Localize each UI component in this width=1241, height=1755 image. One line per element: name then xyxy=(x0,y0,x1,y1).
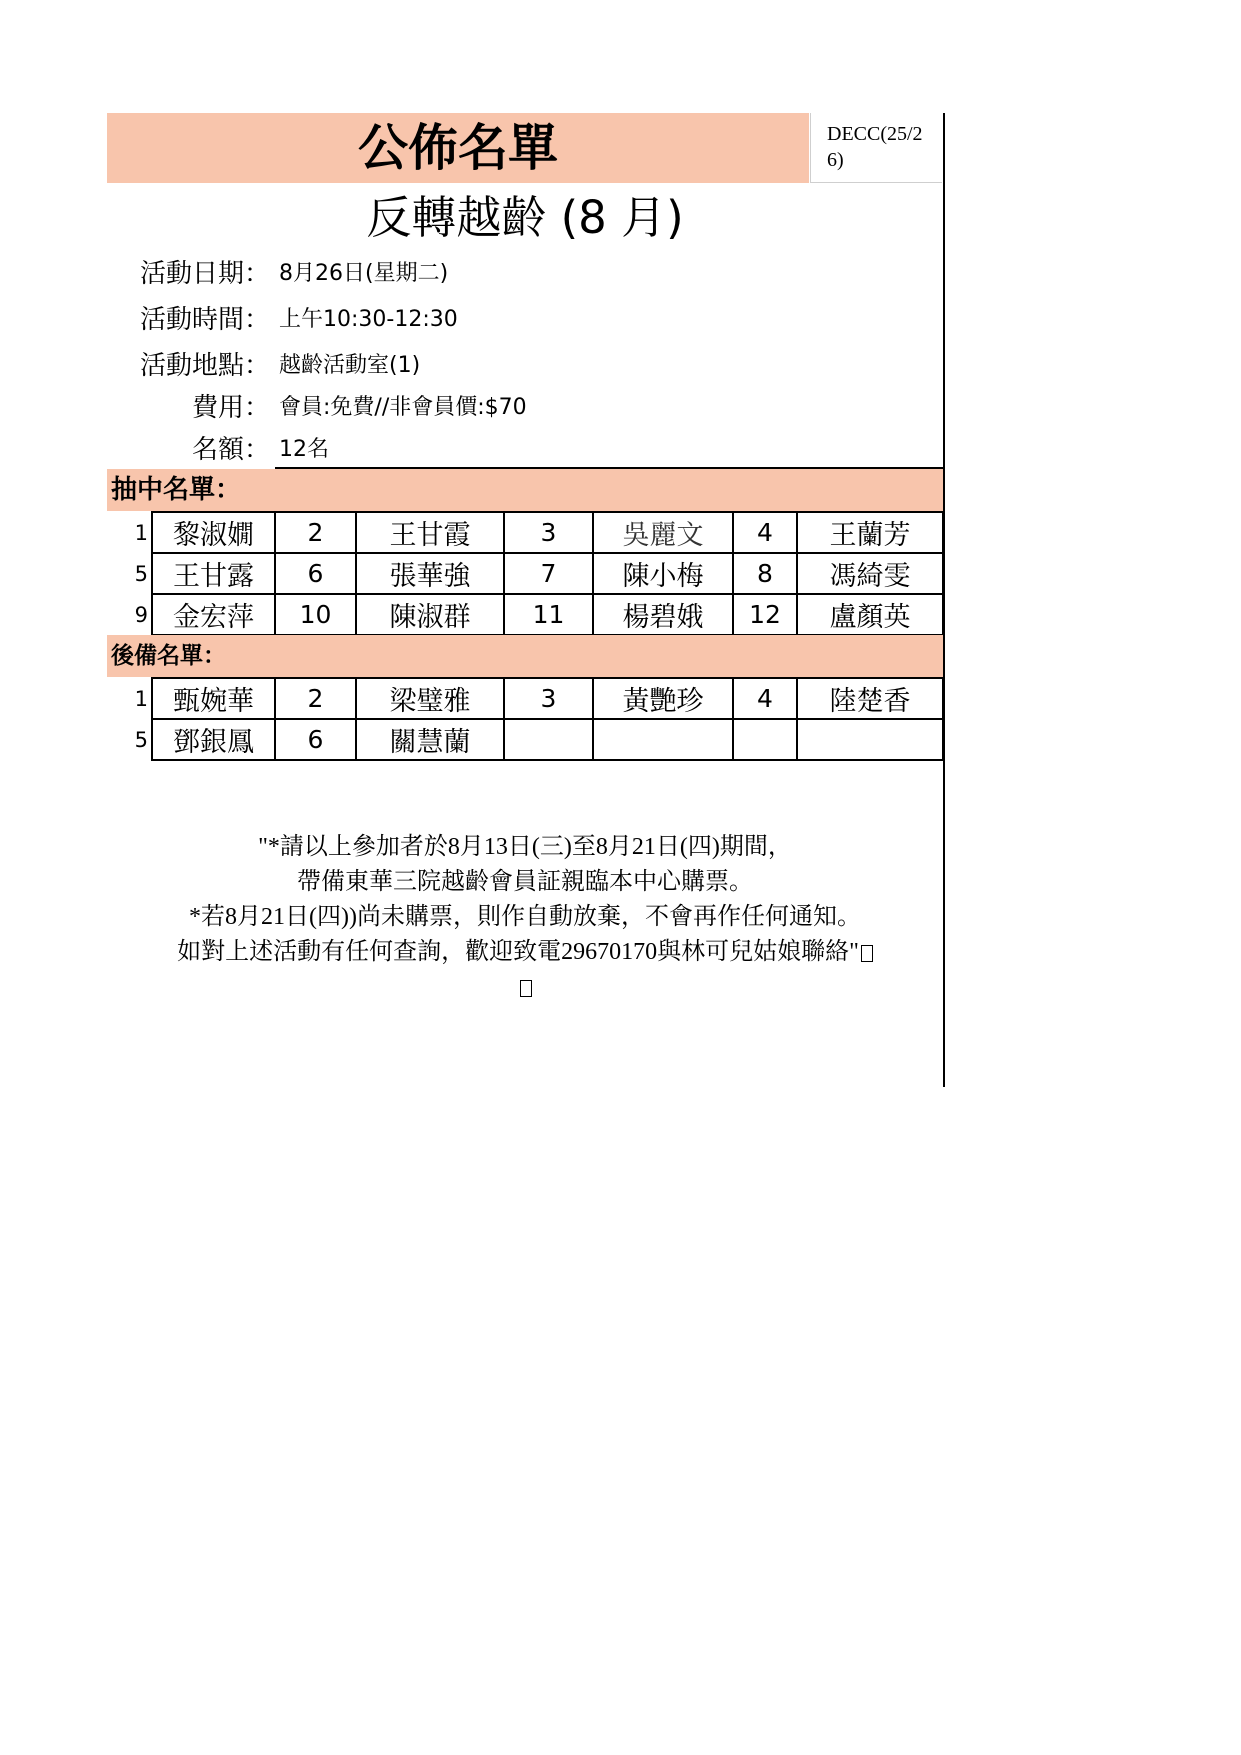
participant-number: 6 xyxy=(275,719,356,760)
row-index: 1 xyxy=(107,512,152,553)
participant-number: 6 xyxy=(275,553,356,594)
participant-name: 張華強 xyxy=(356,553,504,594)
row-index: 5 xyxy=(107,719,152,760)
missing-glyph-icon xyxy=(861,945,873,962)
info-value-fee: 會員:免費//非會員價:$70 xyxy=(279,395,527,420)
note-line: *若8月21日(四))尚未購票，則作自動放棄，不會再作任何通知。 xyxy=(189,904,861,930)
participant-name xyxy=(797,719,943,760)
note-line: 如對上述活動有任何查詢，歡迎致電29670170與林可兒姑娘聯絡" xyxy=(177,939,859,965)
note-line-contact xyxy=(107,935,943,970)
participant-name: 王甘露 xyxy=(152,553,275,594)
table-row xyxy=(107,553,943,594)
info-label-venue: 活動地點： xyxy=(139,351,270,381)
participant-name: 楊碧娥 xyxy=(593,594,733,635)
info-value-time: 上午10:30-12:30 xyxy=(279,307,458,332)
note-line: "*請以上參加者於8月13日(三)至8月21日(四)期間， xyxy=(258,834,792,860)
participant-name: 黎淑嫺 xyxy=(152,512,275,553)
waitlist-section-band xyxy=(107,635,943,677)
participant-number: 3 xyxy=(504,678,593,719)
info-label-fee: 費用： xyxy=(191,393,270,423)
participant-name: 吳麗文 xyxy=(593,512,733,553)
info-label-time: 活動時間： xyxy=(139,305,270,335)
info-label-quota: 名額： xyxy=(191,435,270,465)
participant-name: 盧顏英 xyxy=(797,594,943,635)
waitlist-section-label: 後備名單： xyxy=(111,643,226,669)
activity-title: 反轉越齡 (8 月) xyxy=(366,191,684,244)
row-index: 1 xyxy=(107,678,152,719)
note-line-glyph xyxy=(107,970,943,1005)
selected-section-label: 抽中名單： xyxy=(111,475,242,505)
participant-name xyxy=(593,719,733,760)
page-title: 公佈名單 xyxy=(358,119,558,177)
participant-name: 王蘭芳 xyxy=(797,512,943,553)
participant-number: 12 xyxy=(733,594,797,635)
participant-name: 鄧銀鳳 xyxy=(152,719,275,760)
participant-number: 2 xyxy=(275,678,356,719)
participant-number: 10 xyxy=(275,594,356,635)
table-row xyxy=(107,594,943,635)
participant-name: 梁璧雅 xyxy=(356,678,504,719)
info-value-venue: 越齡活動室(1) xyxy=(279,353,421,378)
participant-number: 8 xyxy=(733,553,797,594)
row-index: 9 xyxy=(107,594,152,635)
participant-name: 馮綺雯 xyxy=(797,553,943,594)
participant-name: 黃艷珍 xyxy=(593,678,733,719)
participant-name: 金宏萍 xyxy=(152,594,275,635)
participant-name: 甄婉華 xyxy=(152,678,275,719)
notes-block xyxy=(107,830,943,1005)
participant-name: 陸楚香 xyxy=(797,678,943,719)
table-row xyxy=(107,512,943,553)
info-label-date: 活動日期： xyxy=(139,259,270,289)
selected-names-table xyxy=(107,511,944,636)
participant-name: 關慧蘭 xyxy=(356,719,504,760)
info-value-date: 8月26日(星期二) xyxy=(279,261,449,286)
participant-name: 陳小梅 xyxy=(593,553,733,594)
participant-name: 王甘霞 xyxy=(356,512,504,553)
missing-glyph-icon xyxy=(520,980,532,997)
table-row xyxy=(107,678,943,719)
participant-number: 4 xyxy=(733,678,797,719)
participant-number: 11 xyxy=(504,594,593,635)
participant-number: 3 xyxy=(504,512,593,553)
participant-number: 7 xyxy=(504,553,593,594)
participant-number: 2 xyxy=(275,512,356,553)
participant-name: 陳淑群 xyxy=(356,594,504,635)
info-value-quota: 12名 xyxy=(279,437,329,462)
document-code: DECC(25/26) xyxy=(810,113,942,183)
waitlist-names-table xyxy=(107,677,944,761)
participant-number: 4 xyxy=(733,512,797,553)
row-index: 5 xyxy=(107,553,152,594)
table-row xyxy=(107,719,943,760)
participant-number xyxy=(504,719,593,760)
note-line: 帶備東華三院越齡會員証親臨本中心購票。 xyxy=(297,869,753,895)
participant-number xyxy=(733,719,797,760)
